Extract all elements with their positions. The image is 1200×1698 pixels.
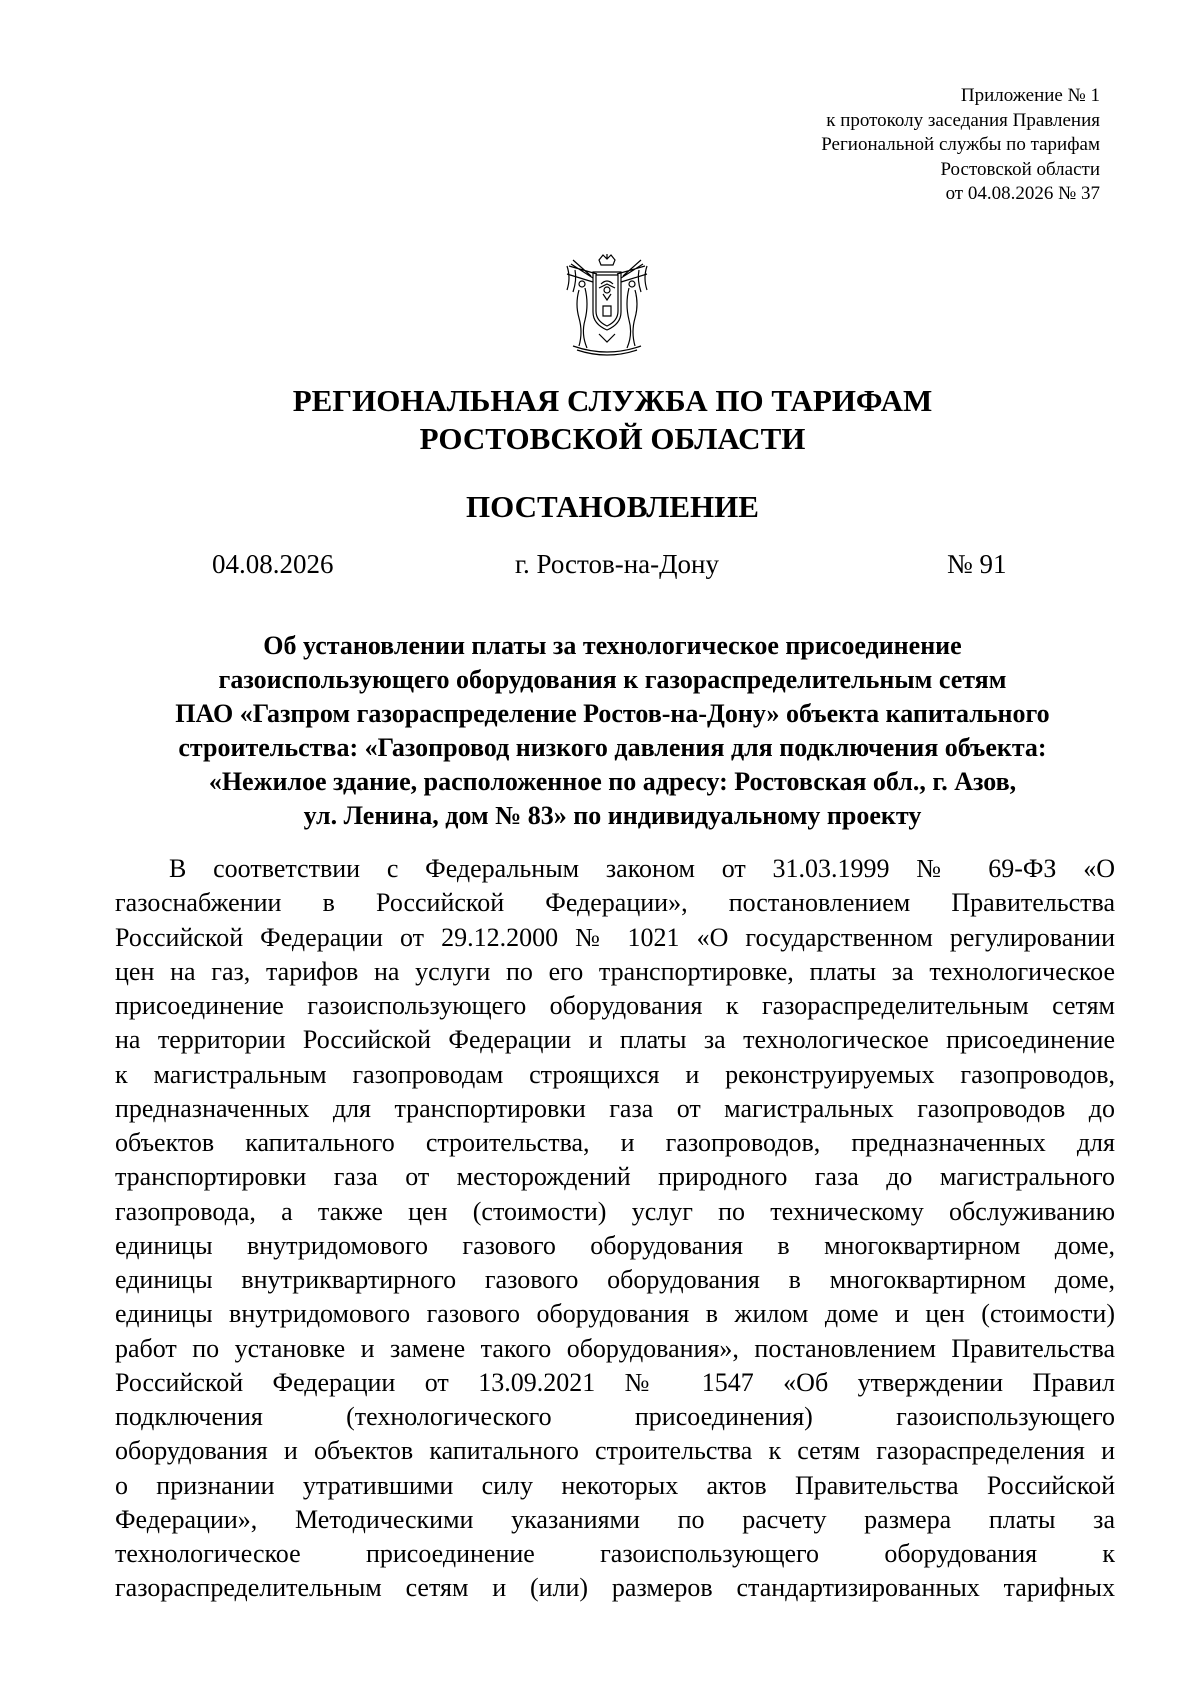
appendix-line: Региональной службы по тарифам [821,134,1100,155]
subject-line: «Нежилое здание, расположенное по адресу: Ростовская обл., г. Азов, [208,767,1017,796]
document-city: г. Ростов-на-Дону [515,549,720,579]
agency-title-line: РЕГИОНАЛЬНАЯ СЛУЖБА ПО ТАРИФАМ [292,383,933,418]
body-line: на территории Российской Федерации и платы за технологическое присоединение [115,1025,1115,1055]
body-line: Федерации», Методическими указаниями по расчету размера платы за [115,1504,1115,1534]
document-number: № 91 [947,549,1007,579]
agency-title-line: РОСТОВСКОЙ ОБЛАСТИ [419,421,806,456]
body-line: газопровода, а также цен (стоимости) услуг по техническому обслуживанию [115,1196,1115,1226]
body-line: Российской Федерации от 29.12.2000 № 1021 «О государственном регулировании [115,922,1115,952]
body-line: оборудования и объектов капитального строительства к сетям газораспределения и [115,1436,1115,1466]
body-line: газоснабжении в Российской Федерации», постановлением Правительства [115,888,1115,918]
appendix-line: Ростовской области [940,158,1100,180]
body-line: единицы внутридомового газового оборудования в жилом доме и цен (стоимости) [115,1299,1115,1329]
appendix-line: от 04.08.2026 № 37 [945,183,1100,204]
body-line: газораспределительным сетям и (или) размеров стандартизированных тарифных [115,1573,1115,1603]
subject-line: Об установлении платы за технологическое присоединение [263,631,962,660]
body-paragraph [115,852,1115,1606]
body-line: Российской Федерации от 13.09.2021 № 1547 «Об утверждении Правил [115,1367,1115,1397]
body-line: В соответствии с Федеральным законом от 31.03.1999 № 69-ФЗ «О [169,854,1115,883]
agency-title [0,382,1200,458]
subject-line: ПАО «Газпром газораспределение Ростов-на-Дону» объекта капитального [175,699,1050,728]
body-line: технологическое присоединение газоиспользующего оборудования к [115,1539,1115,1568]
body-line: единицы внутриквартирного газового оборудования в многоквартирном доме, [115,1265,1115,1294]
appendix-line: Приложение № 1 [960,85,1100,106]
document-type-heading: ПОСТАНОВЛЕНИЕ [466,489,759,524]
document-date: 04.08.2026 [212,549,334,579]
subject-line: газоиспользующего оборудования к газораспределительным сетям [218,665,1007,694]
body-line: объектов капитального строительства, и газопроводов, предназначенных для [115,1128,1115,1157]
subject-line: строительства: «Газопровод низкого давления для подключения объекта: [178,733,1047,762]
appendix-header [821,84,1100,207]
body-line: работ по установке и замене такого оборудования», постановлением Правительства [115,1333,1115,1363]
body-line: единицы внутридомового газового оборудования в многоквартирном доме, [115,1230,1115,1260]
appendix-line: к протоколу заседания Правления [826,109,1100,131]
document-subject [110,629,1115,833]
body-line: присоединение газоиспользующего оборудования к газораспределительным сетям [115,991,1115,1020]
body-line: подключения (технологического присоединения) газоиспользующего [115,1402,1115,1431]
coat-of-arms-icon [563,254,651,356]
body-line: предназначенных для транспортировки газа от магистральных газопроводов до [115,1093,1115,1123]
body-line: о признании утратившими силу некоторых актов Правительства Российской [115,1470,1115,1500]
body-line: цен на газ, тарифов на услуги по его транспортировке, платы за технологическое [115,956,1115,986]
body-line: к магистральным газопроводам строящихся и реконструируемых газопроводов, [115,1059,1115,1089]
body-line: транспортировки газа от месторождений природного газа до магистрального [115,1162,1115,1192]
subject-line: ул. Ленина, дом № 83» по индивидуальному проекту [303,801,922,830]
